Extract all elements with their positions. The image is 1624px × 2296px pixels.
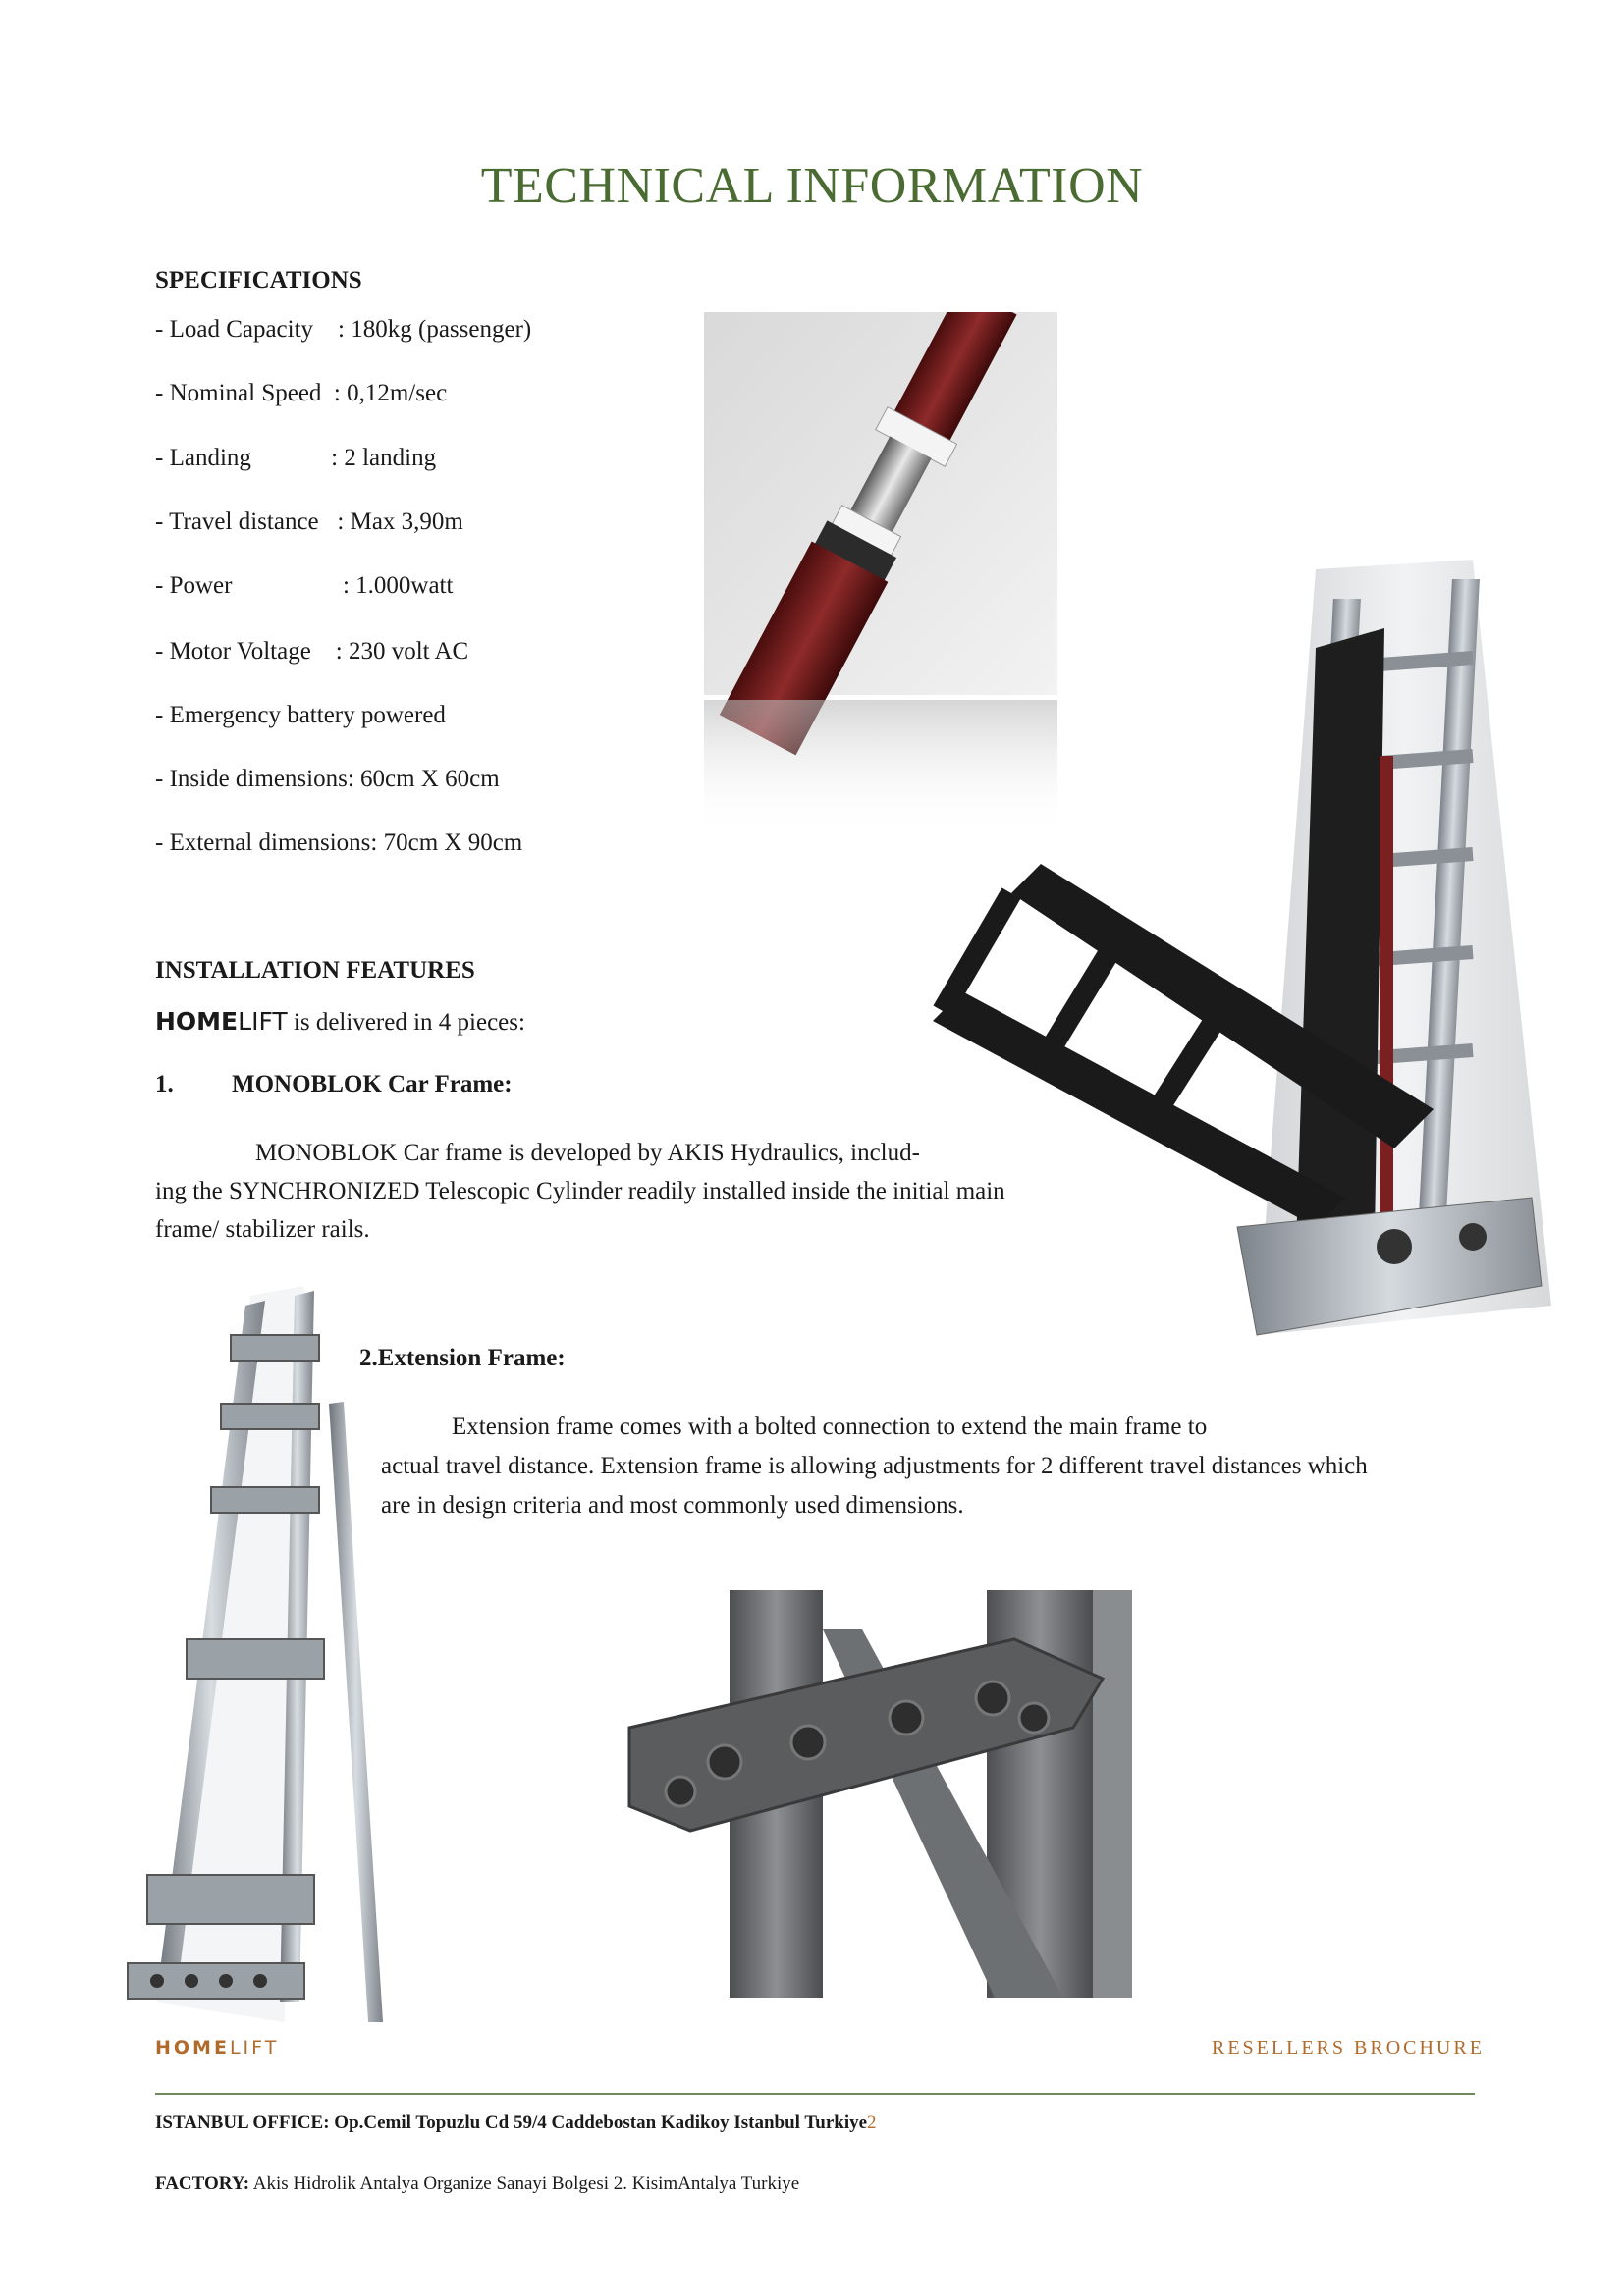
factory-text: Akis Hidrolik Antalya Organize Sanayi Bolgesi 2. KisimAntalya Turkiye — [249, 2173, 800, 2194]
monoblok-car-frame-photo — [923, 560, 1551, 1384]
factory-label: FACTORY: — [155, 2173, 250, 2194]
bolted-connection-photo — [622, 1590, 1132, 1998]
spec-inside-dimensions: - Inside dimensions: 60cm X 60cm — [155, 766, 500, 792]
brand-lift: LIFT — [238, 1007, 288, 1036]
spec-motor-voltage: - Motor Voltage : 230 volt AC — [155, 638, 469, 665]
delivered-text: is delivered in 4 pieces: — [287, 1009, 525, 1036]
item2-line1: Extension frame comes with a bolted connection to extend the main frame to — [452, 1414, 1208, 1440]
item2-title: 2.Extension Frame: — [359, 1345, 566, 1371]
spec-power: - Power : 1.000watt — [155, 572, 454, 599]
footer-brand-logo — [155, 2037, 279, 2059]
footer-tagline: RESELLERS BROCHURE — [1212, 2037, 1485, 2058]
factory-address — [155, 2173, 799, 2195]
footer-brand-home: HOME — [155, 2037, 230, 2058]
footer-brand-lift: LIFT — [229, 2037, 280, 2058]
item1-line1: MONOBLOK Car frame is developed by AKIS Hydraulics, includ- — [255, 1140, 920, 1166]
item1-title: MONOBLOK Car Frame: — [232, 1071, 513, 1097]
item1-line3: frame/ stabilizer rails. — [155, 1216, 370, 1243]
item1-line2: ing the SYNCHRONIZED Telescopic Cylinder readily installed inside the initial main — [155, 1178, 1005, 1204]
brand-home: HOME — [155, 1007, 239, 1036]
spec-external-dimensions: - External dimensions: 70cm X 90cm — [155, 829, 523, 856]
specifications-heading: SPECIFICATIONS — [155, 267, 362, 294]
footer-divider — [155, 2093, 1475, 2095]
spec-landing: - Landing : 2 landing — [155, 445, 437, 471]
istanbul-office — [155, 2112, 877, 2134]
spec-nominal-speed: - Nominal Speed : 0,12m/sec — [155, 380, 448, 406]
office-address: ISTANBUL OFFICE: Op.Cemil Topuzlu Cd 59/4 Caddebostan Kadikoy Istanbul Turkiye — [155, 2112, 868, 2133]
spec-emergency-battery: - Emergency battery powered — [155, 702, 446, 728]
installation-heading: INSTALLATION FEATURES — [155, 957, 475, 984]
page-number: 2 — [867, 2112, 877, 2133]
item2-line2: actual travel distance. Extension frame is allowing adjustments for 2 different travel distances which — [381, 1453, 1368, 1479]
extension-frame-photo — [118, 1276, 393, 2032]
delivered-statement — [155, 1002, 525, 1042]
spec-load-capacity: - Load Capacity : 180kg (passenger) — [155, 316, 532, 343]
page-title: TECHNICAL INFORMATION — [480, 158, 1144, 214]
spec-travel-distance: - Travel distance : Max 3,90m — [155, 508, 463, 535]
item2-line3: are in design criteria and most commonly used dimensions. — [381, 1492, 964, 1519]
item1-number: 1. — [155, 1071, 174, 1097]
